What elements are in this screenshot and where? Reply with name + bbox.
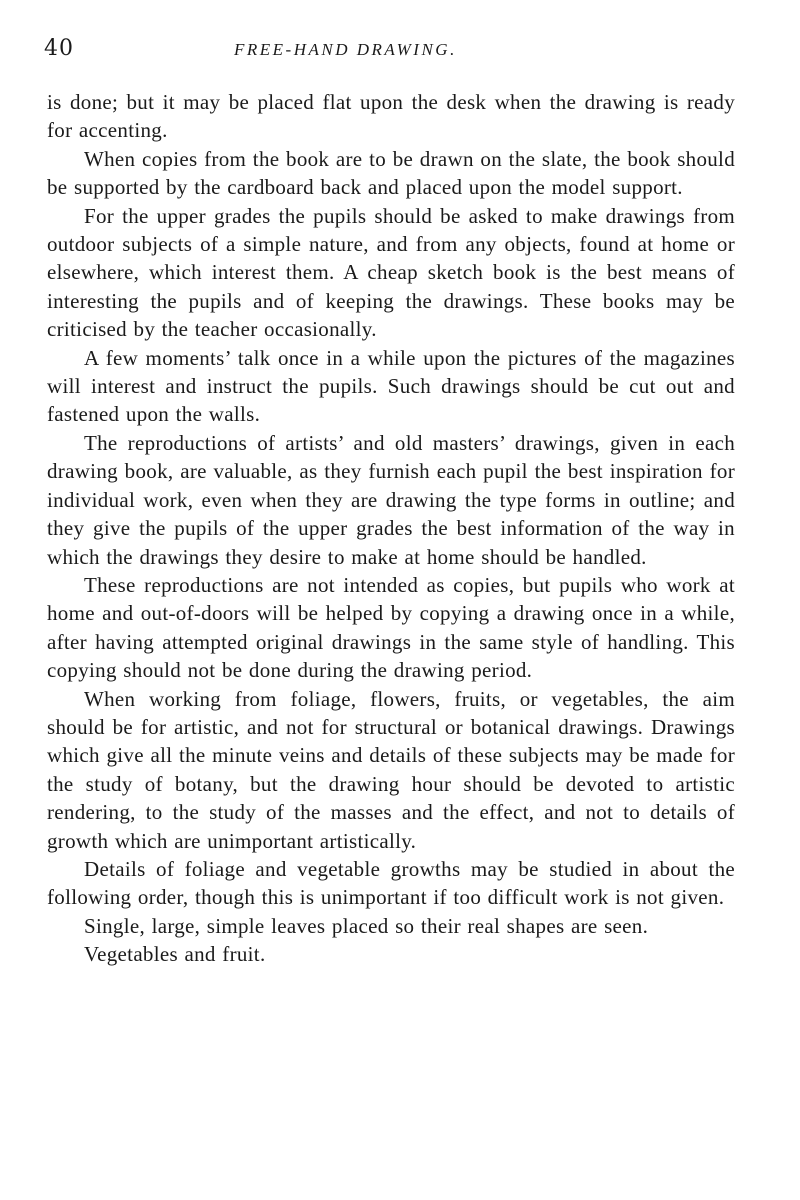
page-header [44, 36, 734, 68]
paragraph-slate-copies: When copies from the book are to be drawn on the slate, the book should be supported by the cardboard back and placed upon the model support. [47, 146, 735, 200]
paragraph-magazines: A few moments’ talk once in a while upon the pictures of the magazines will interest and instruct the pupils. Such drawings should be cut out and fastened upon the walls. [47, 345, 735, 427]
paragraph-upper-grades: For the upper grades the pupils should be asked to make drawings from outdoor subjects of a simple nature, and from any objects, found at home or elsewhere, which interest them. A cheap sketch book is the best means of interesting the pupils and of keeping the drawings. These books may be criticised by the teacher occasionally. [47, 203, 735, 342]
paragraph-reproductions: The reproductions of artists’ and old masters’ drawings, given in each drawing book, are valuable, as they furnish each pupil the best inspiration for individual work, even when they are drawing the type forms in outline; and they give the pupils of the upper grades the best information of the way in which the drawings they desire to make at home should be handled. [47, 430, 735, 569]
list-item-leaves: Single, large, simple leaves placed so their real shapes are seen. [84, 913, 649, 938]
paragraph-continuation: is done; but it may be placed flat upon the desk when the drawing is ready for accenting. [47, 90, 735, 143]
paragraph-study-order: Details of foliage and vegetable growths may be studied in about the following order, though this is unimportant if too difficult work is not given. [47, 856, 735, 910]
page-number: 40 [44, 36, 74, 61]
paragraph-copying: These reproductions are not intended as copies, but pupils who work at home and out-of-doors will be helped by copying a drawing once in a while, after having attempted original drawings in the same style of handling. This copying should not be done during the drawing period. [47, 572, 735, 683]
page-body [47, 88, 735, 969]
paragraph-foliage: When working from foliage, flowers, fruits, or vegetables, the aim should be for artistic, and not for structural or botanical drawings. Drawings which give all the minute veins and details of these subjects may be made for the study of botany, but the drawing hour should be devoted to artistic rendering, to the study of the masses and the effect, and not to details of growth which are unimportant artistically. [47, 686, 735, 853]
running-title: FREE-HAND DRAWING. [234, 40, 457, 59]
list-item-vegetables: Vegetables and fruit. [84, 942, 266, 967]
